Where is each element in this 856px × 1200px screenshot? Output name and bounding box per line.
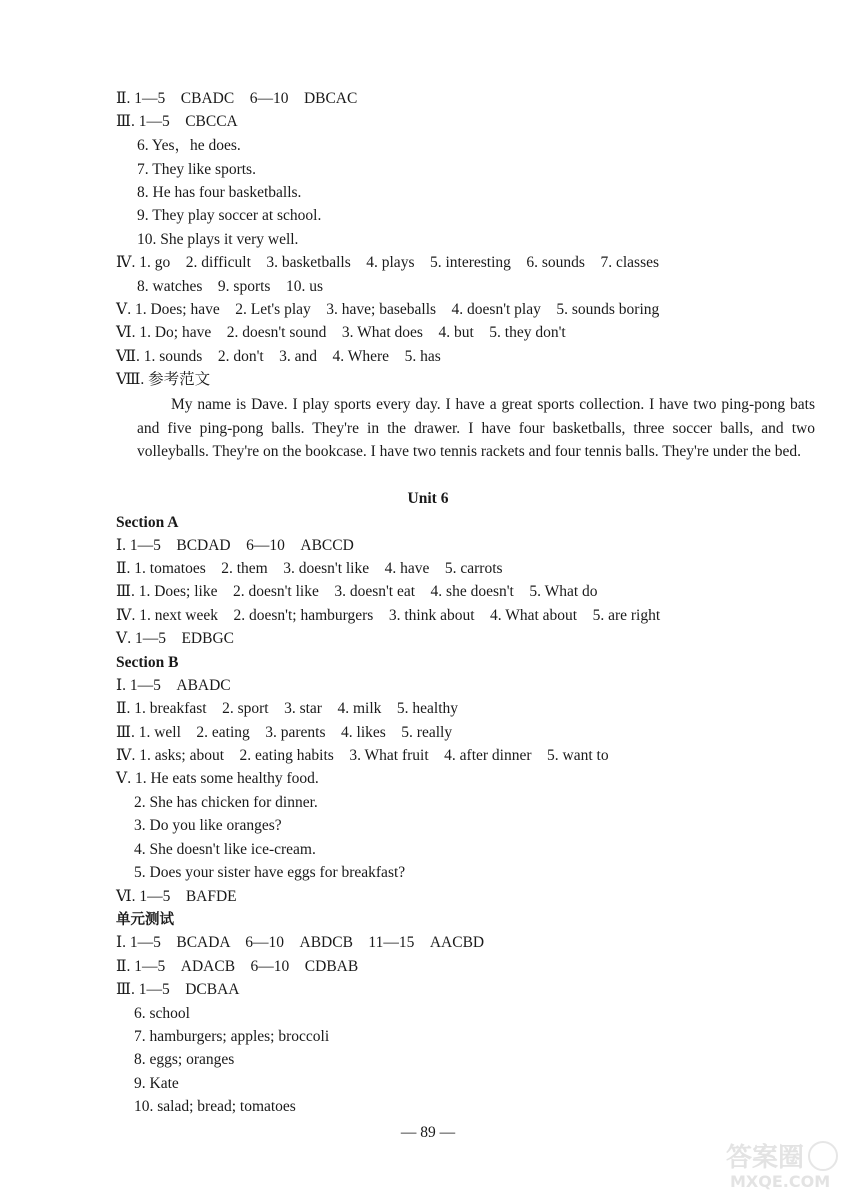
watermark-circle-icon xyxy=(809,1142,837,1170)
answer-line: Ⅲ. 1—5 CBCCA xyxy=(116,113,238,130)
answer-line: Ⅱ. 1. tomatoes 2. them 3. doesn't like 4. have 5. carrots xyxy=(116,560,503,577)
answer-line: 9. They play soccer at school. xyxy=(137,207,322,224)
watermark-site-text: MXQE.COM xyxy=(730,1172,831,1190)
answer-line: Ⅲ. 1. Does; like 2. doesn't like 3. doesn't eat 4. she doesn't 5. What do xyxy=(116,583,598,600)
answer-line: 7. hamburgers; apples; broccoli xyxy=(134,1028,330,1045)
answer-line: Ⅳ. 1. next week 2. doesn't; hamburgers 3. think about 4. What about 5. are right xyxy=(116,607,661,624)
answer-line: 10. She plays it very well. xyxy=(137,231,299,248)
answer-line: Ⅷ. 参考范文 xyxy=(116,371,211,388)
answer-line: Ⅲ. 1. well 2. eating 3. parents 4. likes 5. really xyxy=(116,724,453,741)
answer-line: 6. school xyxy=(134,1005,190,1022)
answer-line: 9. Kate xyxy=(134,1075,179,1092)
answer-line: 6. Yes，he does. xyxy=(137,137,241,154)
answer-line: Ⅱ. 1. breakfast 2. sport 3. star 4. milk 5. healthy xyxy=(116,700,459,717)
answer-line: 8. watches 9. sports 10. us xyxy=(137,278,323,295)
answer-line: 8. eggs; oranges xyxy=(134,1051,235,1068)
answer-line: 3. Do you like oranges? xyxy=(134,817,282,834)
section-a-title: Section A xyxy=(116,514,179,531)
answer-line: Ⅵ. 1—5 BAFDE xyxy=(116,888,237,905)
answer-line: Ⅶ. 1. sounds 2. don't 3. and 4. Where 5. has xyxy=(116,348,441,365)
answer-line: 4. She doesn't like ice-cream. xyxy=(134,841,316,858)
answer-line: Ⅰ. 1—5 ABADC xyxy=(116,677,231,694)
answer-line: Ⅴ. 1. He eats some healthy food. xyxy=(116,770,319,787)
answer-line: Ⅴ. 1. Does; have 2. Let's play 3. have; baseballs 4. doesn't play 5. sounds boring xyxy=(116,301,660,318)
answer-line: 5. Does your sister have eggs for breakfast? xyxy=(134,864,406,881)
watermark-logo-text: 答案圈 xyxy=(726,1143,805,1173)
answer-line: Ⅱ. 1—5 CBADC 6—10 DBCAC xyxy=(116,90,358,107)
answer-line: Ⅴ. 1—5 EDBGC xyxy=(116,630,234,647)
page-number: — 89 — xyxy=(400,1124,456,1141)
answer-line: 10. salad; bread; tomatoes xyxy=(134,1098,296,1115)
answer-line: Ⅰ. 1—5 BCADA 6—10 ABDCB 11—15 AACBD xyxy=(116,934,485,951)
answer-line: 8. He has four basketballs. xyxy=(137,184,302,201)
section-b-title: Section B xyxy=(116,654,179,671)
answer-line: Ⅱ. 1—5 ADACB 6—10 CDBAB xyxy=(116,958,359,975)
answer-line: Ⅵ. 1. Do; have 2. doesn't sound 3. What does 4. but 5. they don't xyxy=(116,324,566,341)
answer-line: Ⅰ. 1—5 BCDAD 6—10 ABCCD xyxy=(116,537,354,554)
answer-line: Ⅳ. 1. go 2. difficult 3. basketballs 4. plays 5. interesting 6. sounds 7. classes xyxy=(116,254,660,271)
unit-test-title: 单元测试 xyxy=(116,912,174,928)
answer-line: Ⅳ. 1. asks; about 2. eating habits 3. What fruit 4. after dinner 5. want to xyxy=(116,747,609,764)
model-essay: My name is Dave. I play sports every day. I have a great sports collection. I have two ping-pong bats and five ping-pong balls. They're in the drawer. I have four basketballs, three soccer balls, and two volleyballs. They're on the bookcase. I have two tennis rackets and four tennis balls. They're under the bed. xyxy=(137,396,815,460)
answer-line: 7. They like sports. xyxy=(137,161,256,178)
answer-line: Ⅲ. 1—5 DCBAA xyxy=(116,981,240,998)
answer-line: 2. She has chicken for dinner. xyxy=(134,794,318,811)
unit-title: Unit 6 xyxy=(407,490,449,507)
watermark-logo xyxy=(724,1136,842,1190)
